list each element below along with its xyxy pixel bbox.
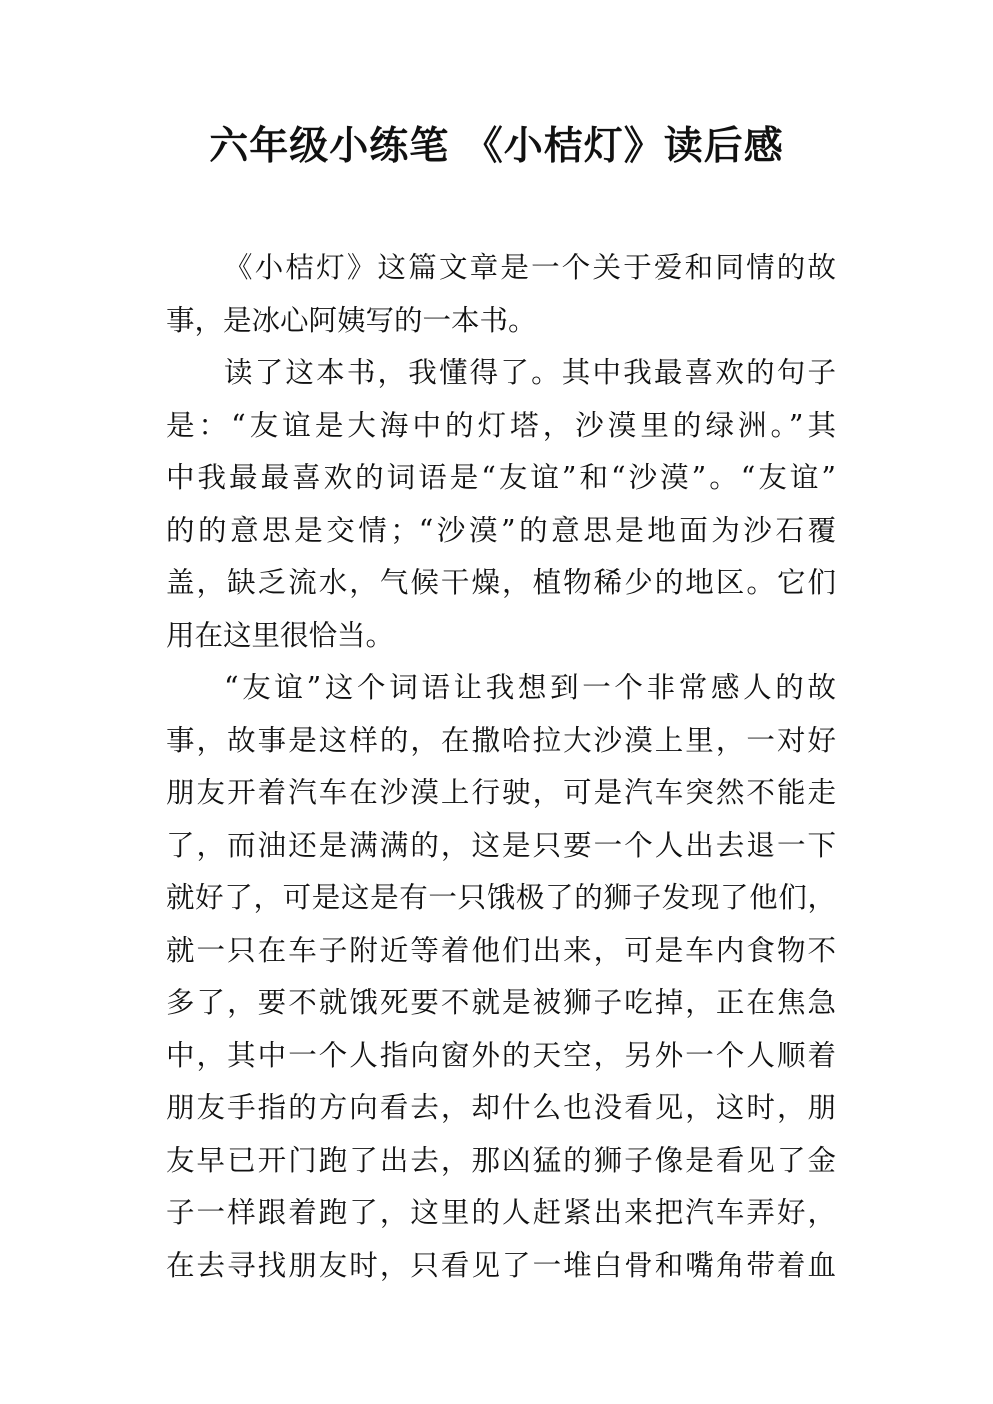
paragraph-3-line-8: 中，其中一个人指向窗外的天空，另外一个人顺着 [166,1038,836,1072]
paragraph-1-line-2: 事，是冰心阿姨写的一本书。 [166,303,537,337]
paragraph-3-line-3: 朋友开着汽车在沙漠上行驶，可是汽车突然不能走 [166,776,836,809]
paragraph-2-line-3: 中我最最喜欢的词语是“友谊”和“沙漠”。“友谊” [166,461,836,494]
paragraph-3-line-5: 就好了，可是这是有一只饿极了的狮子发现了他们， [166,881,836,914]
paragraph-2-line-6: 用在这里很恰当。 [166,618,395,652]
document-body [166,242,836,1292]
paragraph-2-line-4: 的的意思是交情；“沙漠”的意思是地面为沙石覆 [166,513,836,547]
paragraph-2-line-2: 是：“友谊是大海中的灯塔，沙漠里的绿洲。”其 [166,408,836,442]
paragraph-3-line-6: 就一只在车子附近等着他们出来，可是车内食物不 [166,933,836,967]
paragraph-3-line-4: 了，而油还是满满的，这是只要一个人出去退一下 [166,828,836,862]
paragraph-3-line-1: “友谊”这个词语让我想到一个非常感人的故 [224,671,836,704]
document-title: 六年级小练笔 《小桔灯》读后感 [209,123,784,169]
paragraph-2-line-1: 读了这本书，我懂得了。其中我最喜欢的句子 [224,356,836,389]
paragraph-3-line-12: 在去寻找朋友时，只看见了一堆白骨和嘴角带着血 [166,1248,836,1282]
paragraph-3-line-7: 多了，要不就饿死要不就是被狮子吃掉，正在焦急 [166,986,836,1019]
paragraph-3-line-11: 子一样跟着跑了，这里的人赶紧出来把汽车弄好， [166,1196,836,1229]
paragraph-1-line-1: 《小桔灯》这篇文章是一个关于爱和同情的故 [224,251,836,284]
paragraph-2-line-5: 盖，缺乏流水，气候干燥，植物稀少的地区。它们 [166,566,836,599]
paragraph-3-line-10: 友早已开门跑了出去，那凶猛的狮子像是看见了金 [166,1143,836,1177]
paragraph-3-line-2: 事，故事是这样的，在撒哈拉大沙漠上里，一对好 [166,723,836,757]
paragraph-3-line-9: 朋友手指的方向看去，却什么也没看见，这时，朋 [166,1091,836,1124]
